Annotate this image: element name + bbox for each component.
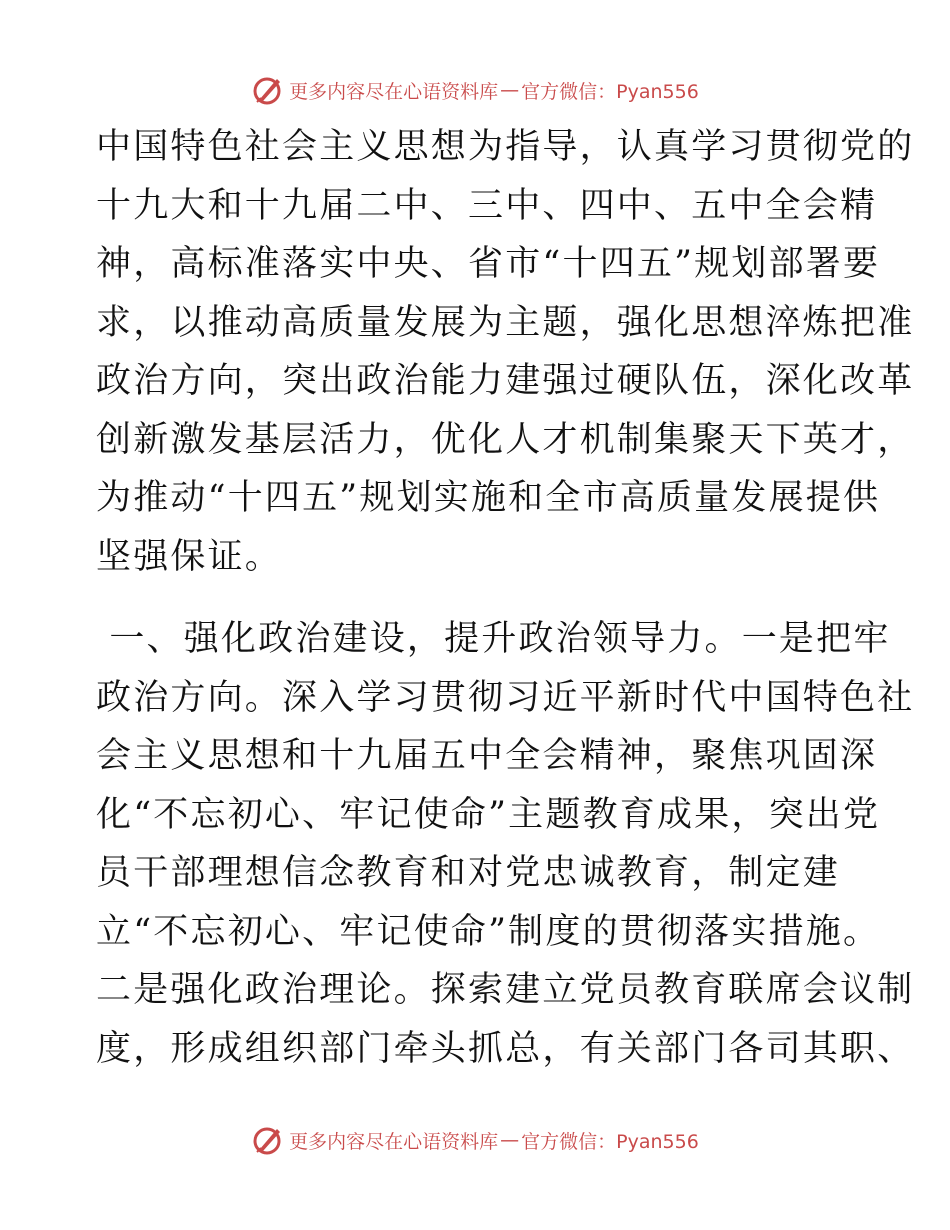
paragraph-2 — [96, 610, 915, 1078]
text-line: 中国特色社会主义思想为指导，认真学习贯彻党的 — [96, 127, 915, 167]
text-line: 立“不忘初心、牢记使命”制度的贯彻落实措施。 — [96, 911, 881, 952]
quill-logo-icon — [251, 1123, 285, 1157]
text-line: 会主义思想和十九届五中全会精神，聚焦巩固深 — [96, 736, 878, 776]
document-body — [96, 118, 915, 1078]
text-line: 度，形成组织部门牵头抓总，有关部门各司其职、 — [96, 1028, 915, 1069]
text-line: 坚强保证。 — [96, 536, 283, 577]
text-line: 求，以推动高质量发展为主题，强化思想淬炼把准 — [96, 302, 915, 343]
text-line: 化“不忘初心、牢记使命”主题教育成果，突出党 — [96, 794, 881, 835]
text-line: 一、强化政治建设，提升政治领导力。一是把牢 — [96, 619, 891, 659]
text-line: 政治方向。深入学习贯彻习近平新时代中国特色社 — [96, 677, 915, 718]
quill-logo-icon — [251, 73, 285, 107]
text-line: 员干部理想信念教育和对党忠诚教育，制定建 — [96, 853, 841, 893]
footer-separator: — — [500, 1129, 520, 1151]
footer-brand: 更多内容尽在心语资料库 — [289, 1130, 499, 1153]
text-line: 神，高标准落实中央、省市“十四五”规划部署要 — [96, 244, 881, 284]
header-banner — [0, 70, 950, 110]
paragraph-1 — [96, 118, 915, 586]
footer-contact: 官方微信：Pyan556 — [521, 1130, 699, 1153]
text-line: 十九大和十九届二中、三中、四中、五中全会精 — [96, 185, 878, 226]
text-line: 为推动“十四五”规划实施和全市高质量发展提供 — [96, 478, 881, 518]
footer-banner — [0, 1120, 950, 1160]
text-line: 二是强化政治理论。探索建立党员教育联席会议制 — [96, 970, 915, 1010]
header-separator: — — [500, 79, 520, 101]
header-contact: 官方微信：Pyan556 — [521, 80, 699, 103]
header-brand: 更多内容尽在心语资料库 — [289, 80, 499, 103]
text-line: 政治方向，突出政治能力建强过硬队伍，深化改革 — [96, 361, 915, 401]
paragraph-gap — [96, 586, 856, 610]
text-line: 创新激发基层活力，优化人才机制集聚天下英才， — [96, 419, 915, 460]
